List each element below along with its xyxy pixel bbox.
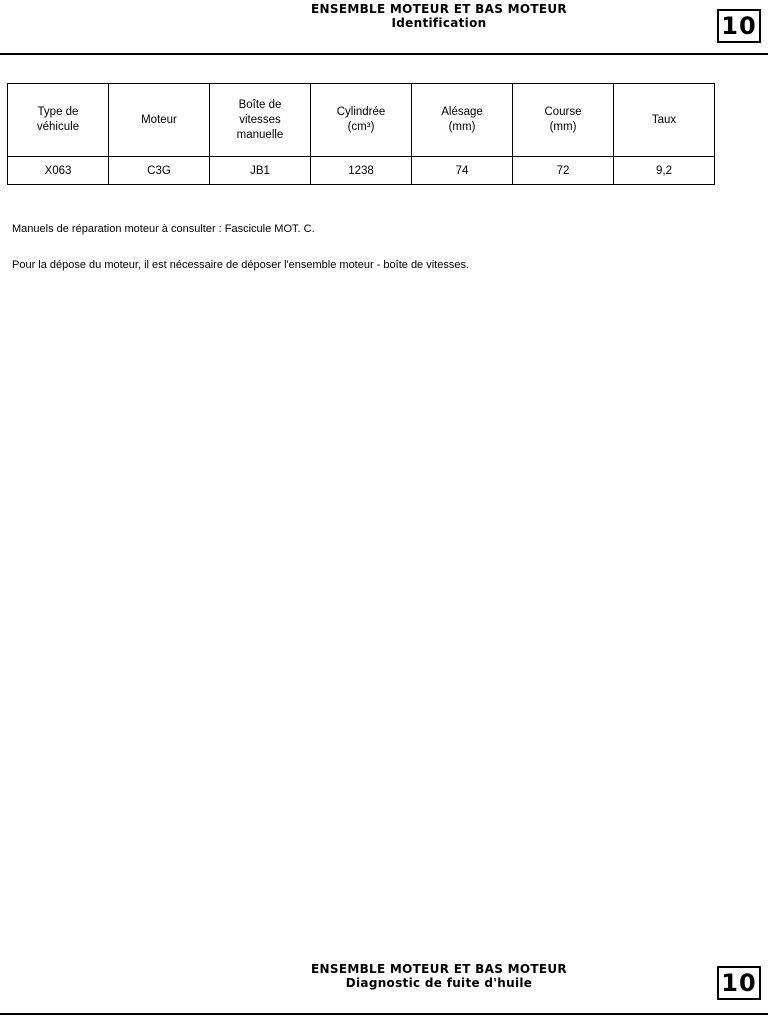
column-header	[311, 84, 412, 157]
column-header	[513, 84, 614, 157]
header-line: (cm³)	[347, 121, 375, 133]
header-rule	[0, 1013, 768, 1015]
header-title: ENSEMBLE MOTEUR ET BAS MOTEUR	[311, 962, 567, 976]
header-line: Boîte de	[238, 98, 282, 111]
header-line: Taux	[651, 113, 677, 126]
header-titles	[0, 2, 768, 30]
note-manuals: Manuels de réparation moteur à consulter : Fascicule MOT. C.	[12, 223, 315, 235]
header-line: véhicule	[36, 121, 80, 133]
header-line: Course	[544, 106, 582, 118]
header-line: vitesses	[239, 113, 281, 126]
column-header	[210, 84, 311, 157]
table-cell: 1238	[311, 157, 412, 185]
header-titles	[0, 962, 768, 990]
header-line: manuelle	[236, 128, 284, 141]
table-cell: 9,2	[614, 157, 715, 185]
section-number-badge: 10	[717, 966, 761, 1000]
column-header	[109, 84, 210, 157]
column-header	[412, 84, 513, 157]
table-header-row	[8, 84, 715, 157]
header-line: Type de	[37, 106, 79, 118]
column-header	[614, 84, 715, 157]
header-title: ENSEMBLE MOTEUR ET BAS MOTEUR	[311, 2, 567, 16]
table-cell: X063	[8, 157, 109, 185]
column-header	[8, 84, 109, 157]
table-cell: 72	[513, 157, 614, 185]
header-line: (mm)	[549, 121, 577, 133]
header-line: Moteur	[141, 113, 177, 126]
section-number-badge: 10	[717, 9, 761, 43]
table-row	[8, 157, 715, 185]
header-subtitle: Diagnostic de fuite d'huile	[345, 976, 533, 990]
identification-table	[7, 83, 715, 185]
header-line: Alésage	[441, 106, 483, 118]
table-cell: C3G	[109, 157, 210, 185]
table-cell: JB1	[210, 157, 311, 185]
header-line: (mm)	[448, 121, 476, 133]
table-cell: 74	[412, 157, 513, 185]
note-removal: Pour la dépose du moteur, il est nécessaire de déposer l'ensemble moteur - boîte de vitesses.	[12, 259, 470, 271]
header-line: Cylindrée	[336, 106, 386, 118]
header-rule	[0, 53, 768, 55]
header-subtitle: Identification	[391, 16, 487, 30]
